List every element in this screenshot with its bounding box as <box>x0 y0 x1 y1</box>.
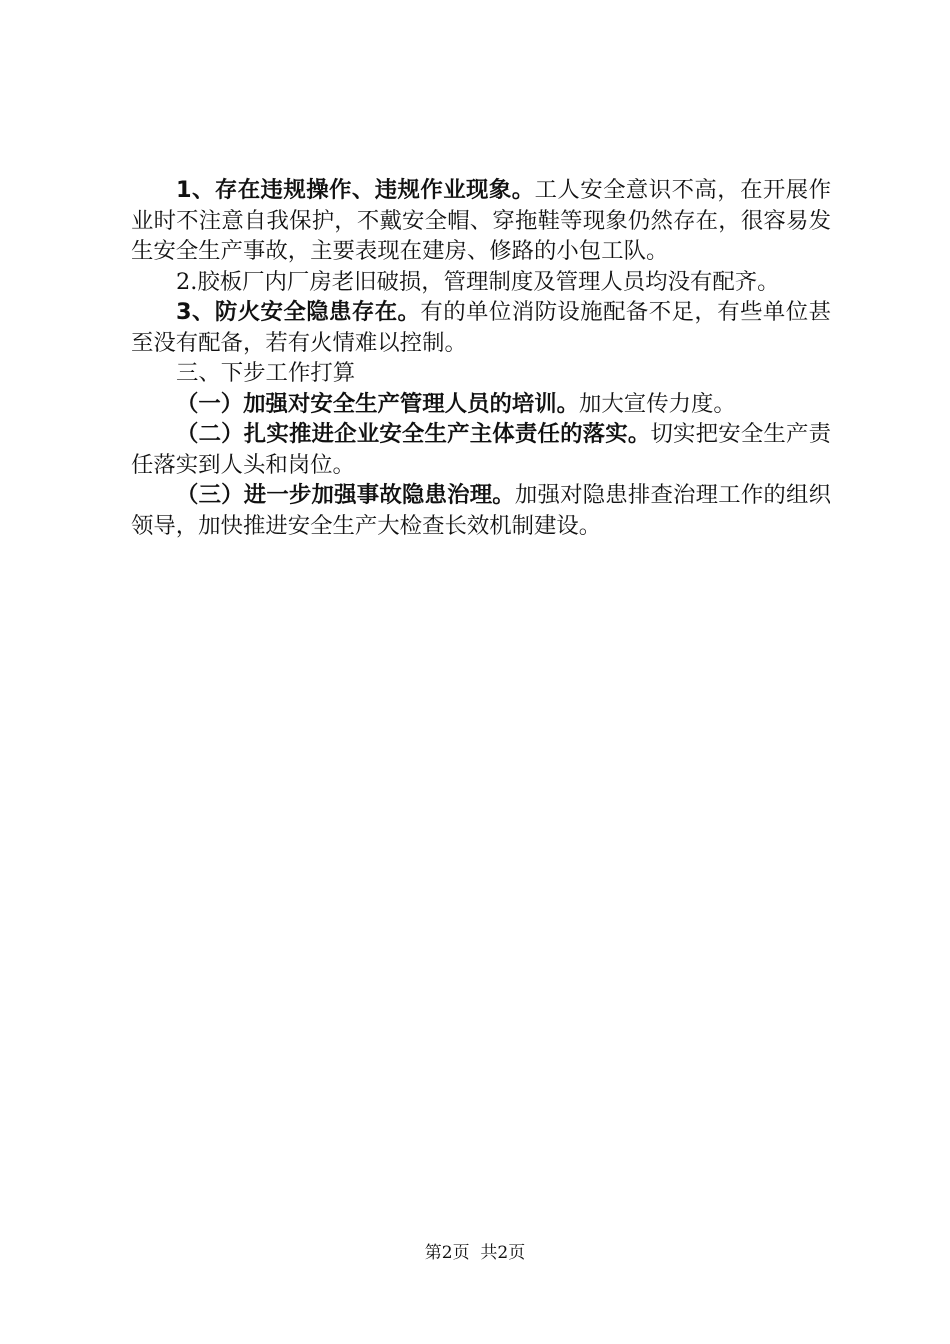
paragraph-text: 有的单位消防设施配备不足，有些单位甚至没有配备，若有火情难以控制。 <box>131 299 831 356</box>
paragraph-hazard-control <box>131 480 831 541</box>
page-footer <box>0 1243 950 1263</box>
paragraph-text: 2.胶板厂内厂房老旧破损，管理制度及管理人员均没有配齐。 <box>176 268 780 295</box>
paragraph-violation <box>131 175 831 267</box>
paragraph-text: 切实把安全生产责任落实到人头和岗位。 <box>131 421 832 478</box>
paragraph-lead: （一）加强对安全生产管理人员的培训。 <box>176 390 580 417</box>
paragraph-text: 工人安全意识不高，在开展作业时不注意自我保护，不戴安全帽、穿拖鞋等现象仍然存在，很容易发生安全生产事故，主要表现在建房、修路的小包工队。 <box>131 177 831 264</box>
page-number: 第2页 <box>424 1243 470 1263</box>
paragraph-plywood-factory <box>131 267 831 298</box>
paragraph-lead: 3、防火安全隐患存在。 <box>176 299 421 325</box>
document-body <box>131 175 831 541</box>
paragraph-responsibility <box>131 419 831 480</box>
paragraph-text: 加强对隐患排查治理工作的组织领导，加快推进安全生产大检查长效机制建设。 <box>131 482 832 539</box>
paragraph-text: 加大宣传力度。 <box>579 390 736 417</box>
paragraph-lead: 1、存在违规操作、违规作业现象。 <box>176 177 535 203</box>
paragraph-training <box>131 389 831 420</box>
paragraph-fire-safety <box>131 297 831 358</box>
page-total: 共2页 <box>480 1243 526 1263</box>
section-heading-text: 三、下步工作打算 <box>176 360 356 386</box>
paragraph-lead: （三）进一步加强事故隐患治理。 <box>176 482 515 508</box>
paragraph-lead: （二）扎实推进企业安全生产主体责任的落实。 <box>176 421 651 447</box>
section-heading <box>131 358 831 389</box>
